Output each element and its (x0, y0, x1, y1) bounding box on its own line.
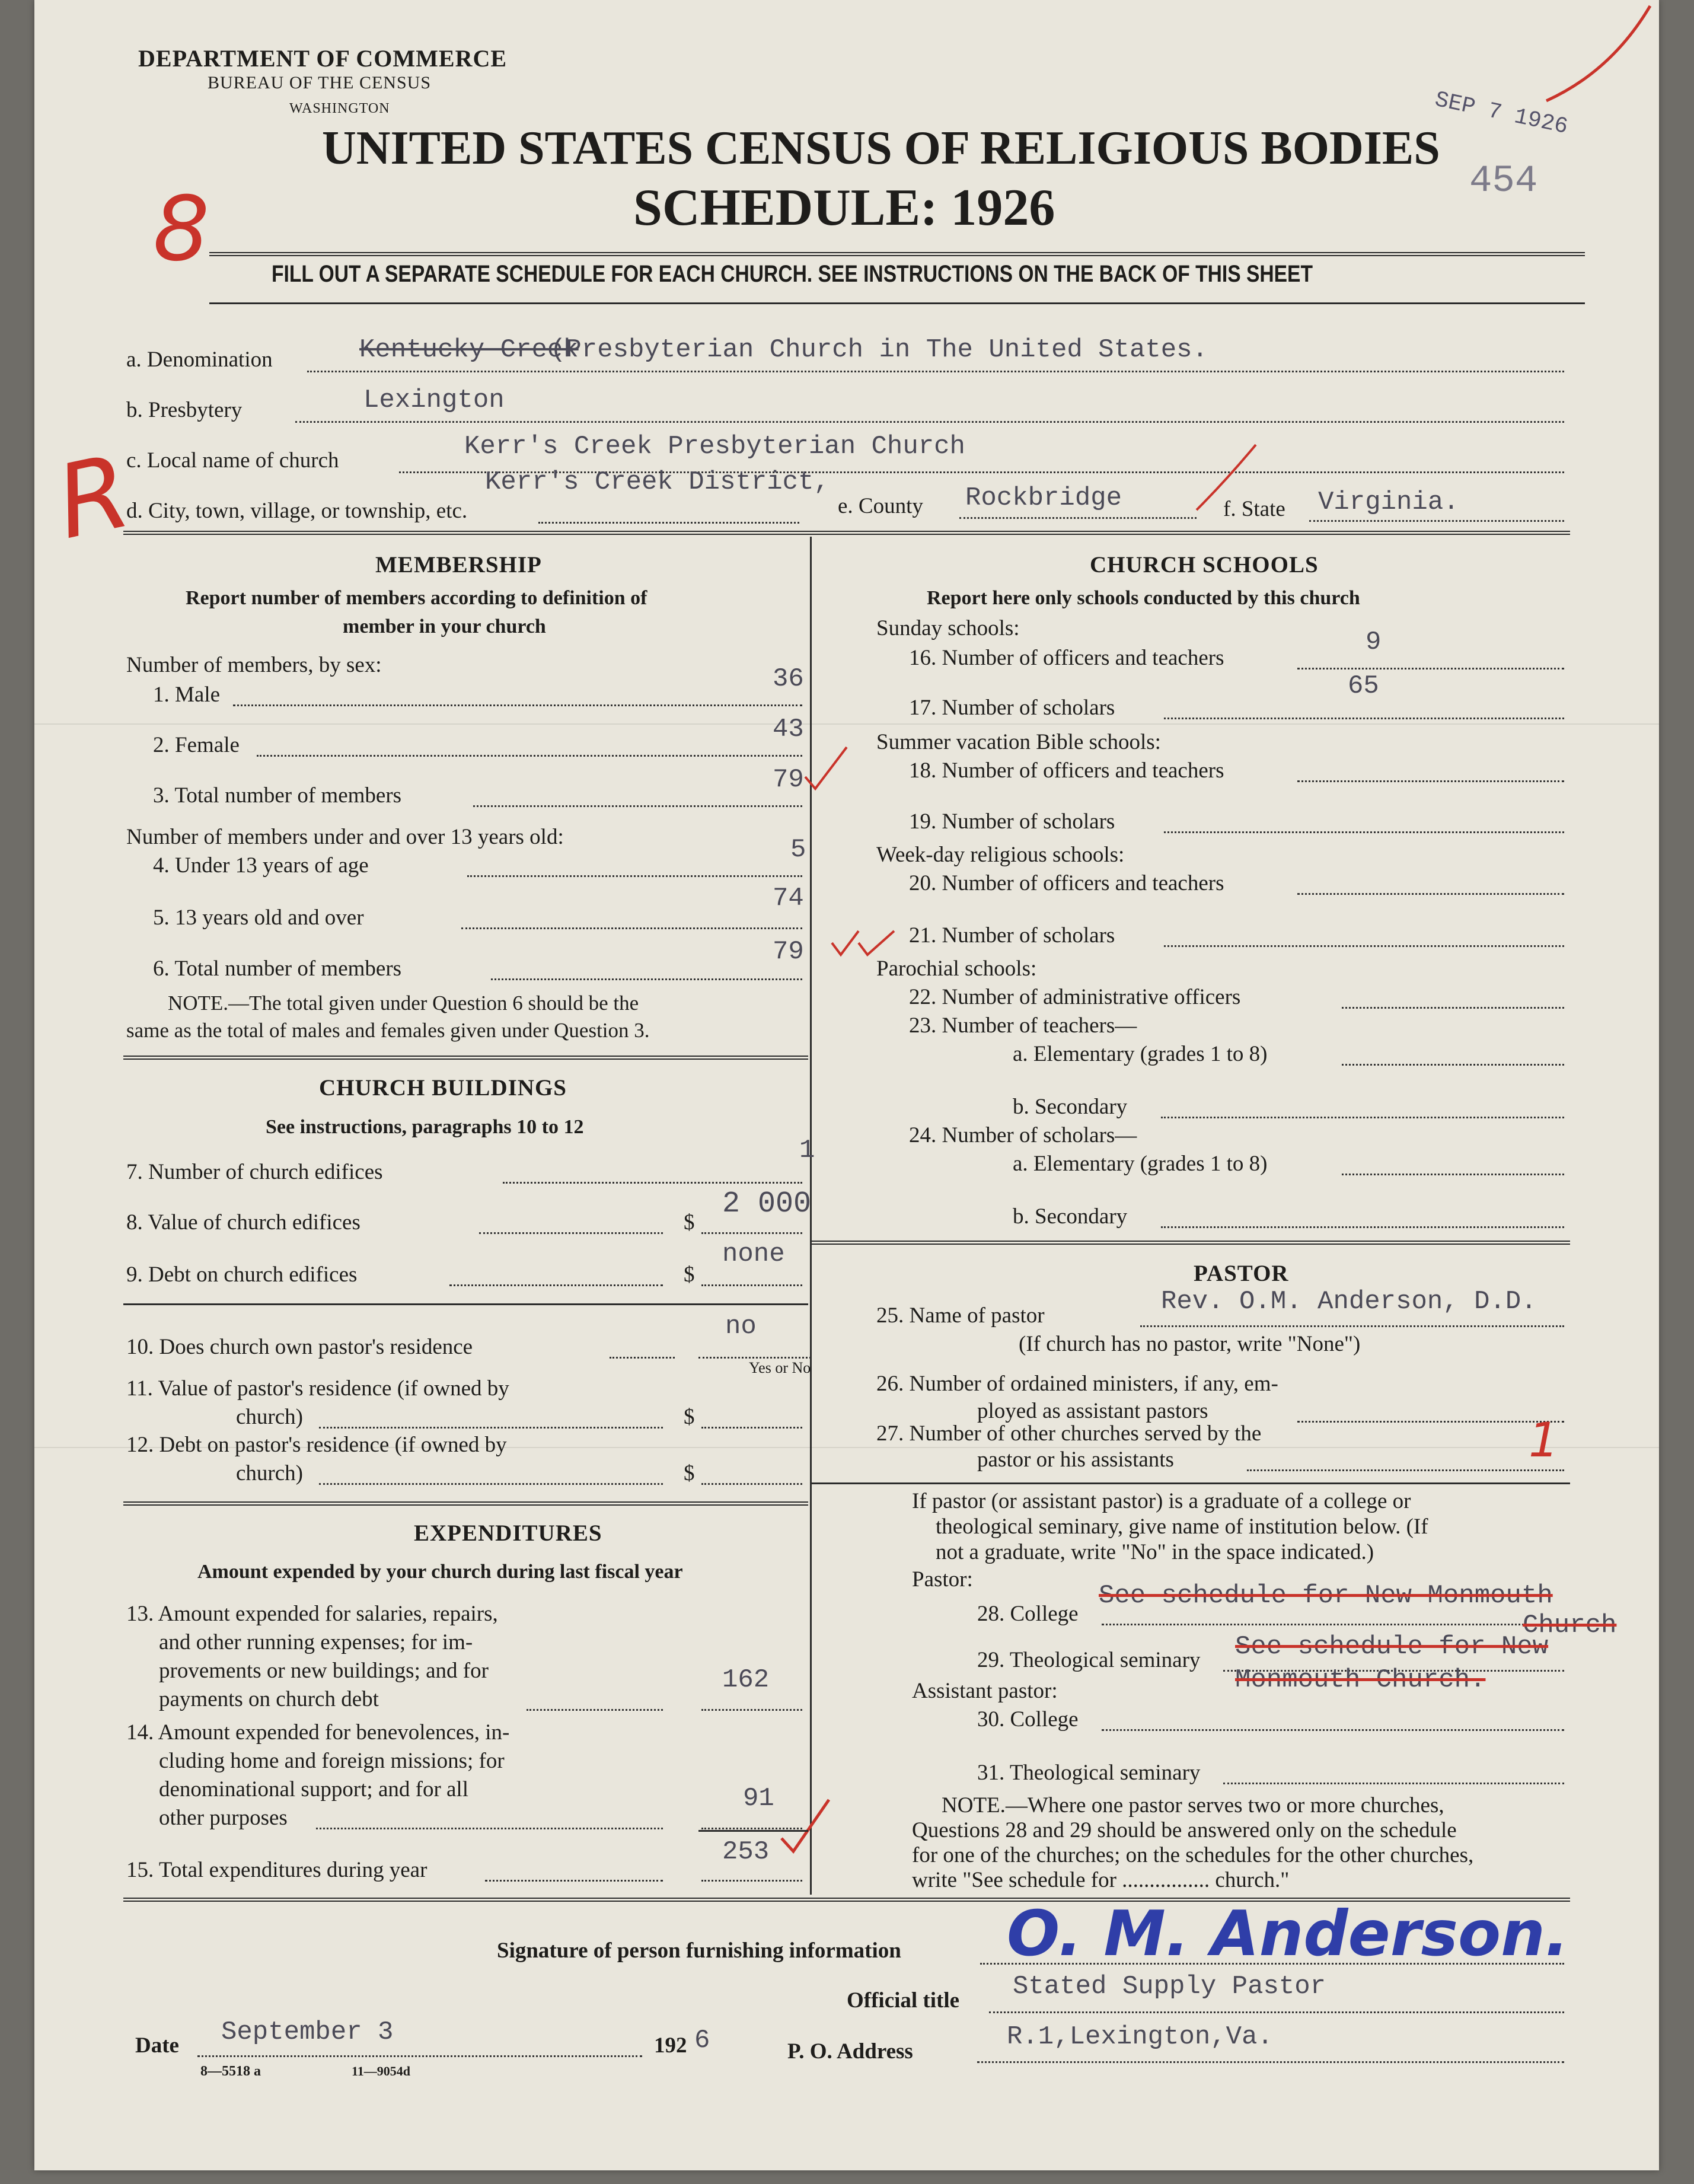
q30-label: 30. College (977, 1707, 1079, 1732)
dollar-sign: $ (684, 1461, 695, 1485)
membership-note: same as the total of males and females given under Question 3. (126, 1019, 650, 1042)
schools-heading: CHURCH SCHOOLS (1090, 552, 1319, 578)
expenditures-heading: EXPENDITURES (414, 1520, 602, 1546)
q14-label-cont: denominational support; and for all (159, 1777, 468, 1802)
margin-number: 8 (153, 178, 210, 281)
print-number: 11—9054d (352, 2064, 411, 2078)
fill-line (610, 1357, 675, 1359)
membership-intro: Report number of members according to definition of (186, 587, 647, 609)
q6-label: 6. Total number of members (153, 957, 402, 981)
q14-value: 91 (743, 1784, 774, 1813)
fill-line (989, 2011, 1564, 2013)
denomination-label: a. Denomination (126, 347, 273, 372)
q10-value: no (725, 1312, 757, 1341)
q28-value-cont: Church (1523, 1611, 1617, 1640)
fill-line (1297, 780, 1564, 782)
fill-line (701, 1483, 802, 1485)
graduate-instructions: If pastor (or assistant pastor) is a graduate of a college or (912, 1489, 1411, 1513)
q8-label: 8. Value of church edifices (126, 1210, 361, 1235)
instruction-bar: FILL OUT A SEPARATE SCHEDULE FOR EACH CHURCH. SEE INSTRUCTIONS ON THE BACK OF THIS SHEET (272, 261, 1313, 287)
official-title-label: Official title (847, 1988, 960, 2013)
red-check-mark (1540, 0, 1659, 119)
q29-value: See schedule for New (1235, 1632, 1549, 1662)
schedule-title: SCHEDULE: 1926 (633, 179, 1055, 237)
membership-note: NOTE.—The total given under Question 6 should be the (168, 991, 639, 1015)
signature: O. M. Anderson. (1007, 1898, 1569, 1970)
fill-line (701, 1232, 802, 1234)
fill-line (1140, 1325, 1564, 1327)
fill-line (461, 927, 802, 929)
fill-line (1342, 1174, 1564, 1175)
weekday-label: Week-day religious schools: (876, 843, 1125, 867)
dollar-sign: $ (684, 1210, 695, 1235)
county-value: Rockbridge (965, 483, 1122, 513)
rule (209, 302, 1585, 304)
q23b-label: b. Secondary (1013, 1095, 1128, 1119)
fill-line (473, 805, 802, 807)
q2-value: 43 (773, 715, 804, 744)
fill-line (316, 1828, 663, 1829)
fill-line (701, 1880, 802, 1882)
year-prefix: 192 (654, 2033, 687, 2058)
local-name-label: c. Local name of church (126, 448, 339, 473)
city-value: Kerr's Creek District, (485, 467, 830, 497)
q16-label: 16. Number of officers and teachers (909, 646, 1224, 670)
year-digit: 6 (694, 2026, 710, 2055)
q4-value: 5 (790, 835, 806, 865)
form-title: UNITED STATES CENSUS OF RELIGIOUS BODIES (322, 122, 1440, 174)
schools-sub: Report here only schools conducted by this church (927, 587, 1360, 609)
q15-label: 15. Total expenditures during year (126, 1858, 428, 1882)
expenditures-sub: Amount expended by your church during last fiscal year (197, 1561, 683, 1583)
fill-line (1161, 1117, 1564, 1118)
fill-line (1247, 1469, 1564, 1471)
denomination-value: (Presbyterian Church in The United States. (550, 335, 1208, 365)
q1-value: 36 (773, 664, 804, 694)
signature-label: Signature of person furnishing information (497, 1939, 901, 1963)
pastor-note: Questions 28 and 29 should be answered only on the schedule (912, 1818, 1457, 1842)
q16-value: 9 (1366, 627, 1382, 657)
q22-label: 22. Number of administrative officers (909, 985, 1241, 1009)
q28-value: See schedule for New Monmouth (1099, 1581, 1553, 1611)
city-label: d. City, town, village, or township, etc. (126, 499, 468, 523)
q13-label-cont: payments on church debt (159, 1687, 379, 1711)
graduate-instructions: not a graduate, write "No" in the space indicated.) (936, 1540, 1374, 1564)
rule (209, 252, 1585, 256)
state-label: f. State (1223, 497, 1285, 521)
pastor-label: Pastor: (912, 1567, 973, 1592)
membership-heading: MEMBERSHIP (375, 552, 542, 578)
q25-note: (If church has no pastor, write "None") (1019, 1332, 1361, 1356)
fill-line (307, 371, 1564, 372)
pastor-note: write "See schedule for ................ church." (912, 1868, 1290, 1892)
rule (811, 1482, 1570, 1484)
q20-label: 20. Number of officers and teachers (909, 871, 1224, 895)
red-check-mark (779, 1797, 832, 1856)
q23-label: 23. Number of teachers— (909, 1013, 1137, 1038)
yes-or-no-hint: Yes or No (749, 1359, 811, 1376)
fill-line (701, 1284, 802, 1286)
sunday-label: Sunday schools: (876, 616, 1020, 640)
summer-label: Summer vacation Bible schools: (876, 730, 1161, 754)
q29-value-cont: Monmouth Church. (1235, 1665, 1486, 1695)
fill-line (1164, 945, 1564, 947)
q27-label: 27. Number of other churches served by the (876, 1421, 1262, 1446)
fill-line (527, 1709, 663, 1711)
fill-line (197, 2055, 642, 2057)
q24-label: 24. Number of scholars— (909, 1123, 1137, 1147)
buildings-sub: See instructions, paragraphs 10 to 12 (266, 1116, 584, 1138)
q3-value: 79 (773, 765, 804, 795)
fill-line (1342, 1007, 1564, 1009)
q13-value: 162 (722, 1665, 770, 1695)
po-address-label: P. O. Address (787, 2039, 913, 2064)
q13-label-cont: provements or new buildings; and for (159, 1659, 489, 1683)
fill-line (319, 1483, 663, 1485)
q1-label: 1. Male (153, 683, 221, 707)
fill-line (479, 1232, 663, 1234)
buildings-heading: CHURCH BUILDINGS (319, 1075, 567, 1101)
fill-line (1161, 1226, 1564, 1228)
presbytery-value: Lexington (363, 385, 505, 415)
fill-line (257, 755, 802, 757)
q7-label: 7. Number of church edifices (126, 1160, 383, 1184)
fill-line (701, 1709, 802, 1711)
q3-label: 3. Total number of members (153, 783, 402, 808)
q12-label-cont: church) (236, 1461, 303, 1485)
fill-line (233, 704, 802, 706)
fill-line (449, 1284, 663, 1286)
fill-line (1342, 1064, 1564, 1066)
q24b-label: b. Secondary (1013, 1204, 1128, 1229)
q8-value: 2 000 (722, 1187, 812, 1221)
fill-line (1297, 893, 1564, 895)
graduate-instructions: theological seminary, give name of institution below. (If (936, 1515, 1428, 1539)
date-label: Date (135, 2033, 179, 2058)
form-number: 8—5518 a (200, 2064, 261, 2079)
q24a-label: a. Elementary (grades 1 to 8) (1013, 1152, 1268, 1176)
state-value: Virginia. (1318, 487, 1459, 517)
department-name: DEPARTMENT OF COMMERCE (138, 45, 508, 72)
fill-line (1309, 520, 1564, 522)
q14-label-cont: cluding home and foreign missions; for (159, 1749, 505, 1773)
q31-label: 31. Theological seminary (977, 1761, 1201, 1785)
stamp-number: 454 (1469, 160, 1538, 203)
q26-label-cont: ployed as assistant pastors (977, 1399, 1208, 1423)
q26-label: 26. Number of ordained ministers, if any, em- (876, 1372, 1278, 1396)
county-label: e. County (838, 494, 923, 518)
q9-value: none (722, 1239, 785, 1269)
q29-label: 29. Theological seminary (977, 1648, 1201, 1672)
dollar-sign: $ (684, 1262, 695, 1287)
rule (811, 1241, 1570, 1245)
fill-line (701, 1427, 802, 1429)
q25-label: 25. Name of pastor (876, 1303, 1045, 1328)
pastor-heading: PASTOR (1194, 1261, 1289, 1286)
presbytery-label: b. Presbytery (126, 398, 243, 422)
fold-line (34, 723, 1659, 725)
q21-label: 21. Number of scholars (909, 923, 1115, 948)
received-date-stamp: SEP 7 1926 (1433, 87, 1571, 141)
denomination-struck-text: Kentucky Creek (359, 335, 579, 365)
fill-line (977, 2061, 1564, 2063)
rule (123, 531, 1570, 535)
by-sex-label: Number of members, by sex: (126, 653, 382, 677)
bureau-city: WASHINGTON (289, 101, 390, 116)
q14-label-cont: other purposes (159, 1806, 288, 1830)
q19-label: 19. Number of scholars (909, 809, 1115, 834)
po-address-value: R.1,Lexington,Va. (1007, 2022, 1273, 2052)
census-schedule-sheet (34, 0, 1659, 2170)
margin-initial: R (46, 432, 140, 563)
sum-rule (698, 1830, 808, 1832)
q27-value: 1 (1529, 1413, 1559, 1468)
fill-line (1102, 1624, 1564, 1625)
fill-line (1223, 1783, 1564, 1784)
parochial-label: Parochial schools: (876, 957, 1037, 981)
date-value: September 3 (221, 2017, 394, 2047)
membership-intro: member in your church (343, 616, 546, 637)
dollar-sign: $ (684, 1405, 695, 1429)
local-name-value: Kerr's Creek Presbyterian Church (464, 432, 965, 461)
fill-line (503, 1182, 802, 1184)
pastor-note: for one of the churches; on the schedules for the other churches, (912, 1843, 1474, 1867)
q5-label: 5. 13 years old and over (153, 906, 364, 930)
rule (123, 1501, 808, 1506)
q2-label: 2. Female (153, 733, 240, 757)
fill-line (1297, 668, 1564, 669)
official-title-value: Stated Supply Pastor (1013, 1972, 1326, 2001)
q13-label: 13. Amount expended for salaries, repairs, (126, 1602, 498, 1626)
q6-value: 79 (773, 937, 804, 967)
fill-line (467, 875, 802, 877)
q10-label: 10. Does church own pastor's residence (126, 1335, 473, 1359)
fill-line (319, 1427, 663, 1429)
bureau-name: BUREAU OF THE CENSUS (208, 73, 431, 93)
fill-line (1164, 831, 1564, 833)
q11-label: 11. Value of pastor's residence (if owned by (126, 1376, 509, 1401)
fill-line (485, 1880, 663, 1882)
q14-label: 14. Amount expended for benevolences, in- (126, 1720, 510, 1745)
fill-line (698, 1357, 811, 1359)
q28-label: 28. College (977, 1602, 1079, 1626)
red-check-mark (1191, 439, 1262, 516)
assistant-pastor-label: Assistant pastor: (912, 1679, 1058, 1703)
q9-label: 9. Debt on church edifices (126, 1262, 358, 1287)
rule (123, 1056, 808, 1060)
fill-line (538, 522, 799, 524)
q17-value: 65 (1348, 671, 1379, 701)
q25-value: Rev. O.M. Anderson, D.D. (1161, 1287, 1537, 1316)
q13-label-cont: and other running expenses; for im- (159, 1630, 473, 1654)
red-check-mark (802, 744, 850, 798)
rule (123, 1303, 808, 1305)
q18-label: 18. Number of officers and teachers (909, 758, 1224, 783)
by-age-label: Number of members under and over 13 years old: (126, 825, 564, 849)
q15-value: 253 (722, 1837, 770, 1867)
fill-line (959, 517, 1197, 519)
q5-value: 74 (773, 884, 804, 913)
q27-label-cont: pastor or his assistants (977, 1448, 1174, 1472)
fill-line (491, 978, 802, 980)
q4-label: 4. Under 13 years of age (153, 853, 369, 878)
fill-line (1297, 1421, 1564, 1423)
q12-label: 12. Debt on pastor's residence (if owned by (126, 1433, 507, 1457)
fill-line (1102, 1729, 1564, 1731)
pastor-note: NOTE.—Where one pastor serves two or more churches, (942, 1793, 1444, 1818)
fill-line (1164, 718, 1564, 719)
fill-line (295, 421, 1564, 423)
q11-label-cont: church) (236, 1405, 303, 1429)
q7-value: 1 (799, 1136, 815, 1165)
q17-label: 17. Number of scholars (909, 696, 1115, 720)
q23a-label: a. Elementary (grades 1 to 8) (1013, 1042, 1268, 1066)
